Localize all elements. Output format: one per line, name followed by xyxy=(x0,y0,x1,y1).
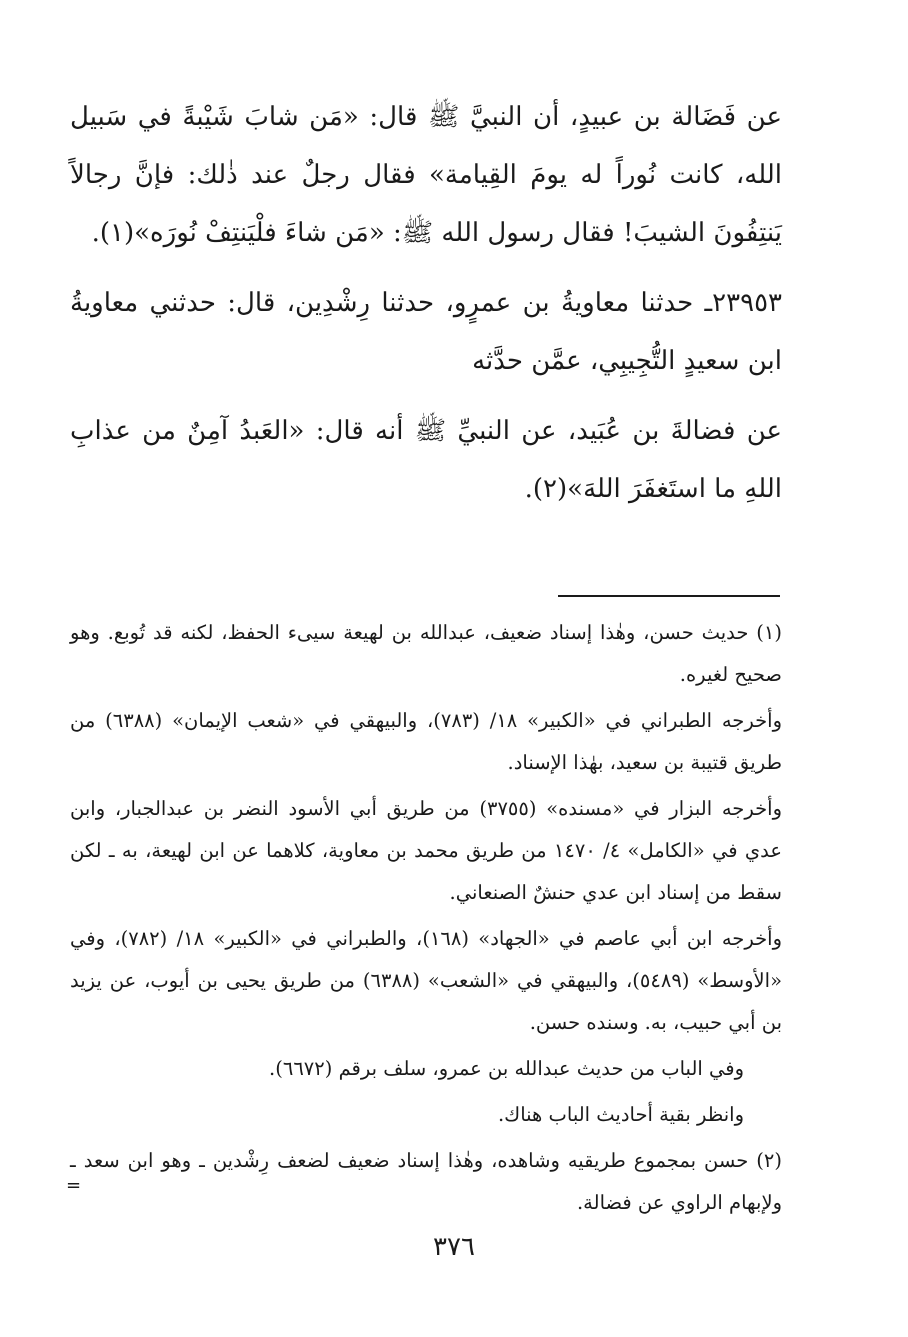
page-number: ٣٧٦ xyxy=(433,1232,475,1262)
hadith-chain-23953: ٢٣٩٥٣ـ حدثنا معاويةُ بن عمرٍو، حدثنا رِشْدِين، قال: حدثني معاويةُ ابن سعيدٍ التُّجِيبِي، عمَّن حدَّثه xyxy=(70,288,782,376)
footnote-1-related: وفي الباب من حديث عبدالله بن عمرو، سلف برقم (٦٦٧٢). xyxy=(269,1057,744,1080)
main-text xyxy=(70,88,782,530)
continuation-mark: = xyxy=(66,1175,82,1196)
hadith-text-2: عن فضالةَ بن عُبَيد، عن النبيِّ ﷺ أنه قال: «العَبدُ آمِنٌ من عذابِ اللهِ ما استَغفَرَ اللهَ»(٢). xyxy=(70,416,782,504)
footnote-2: (٢) حسن بمجموع طريقيه وشاهده، وهٰذا إسناد ضعيف لضعف رِشْدين ـ وهو ابن سعد ـ ولإبهام الراوي عن فضالة. xyxy=(70,1149,782,1214)
footnote-1-see-also: وانظر بقية أحاديث الباب هناك. xyxy=(497,1103,744,1126)
footnote-1-bazzar: وأخرجه البزار في «مسنده» (٣٧٥٥) من طريق أبي الأسود النضر بن عبدالجبار، وابن عدي في «الكامل» ٤/ ١٤٧٠ من طريق محمد بن معاوية، كلاهما عن ابن لهيعة، به ـ لكن سقط من إسناد ابن عدي حنشٌ الصنعاني. xyxy=(70,797,783,904)
footnote-divider xyxy=(558,595,780,597)
footnote-1-ibn-abi-asim: وأخرجه ابن أبي عاصم في «الجهاد» (١٦٨)، والطبراني في «الكبير» ١٨/ (٧٨٢)، وفي «الأوسط» (٥٤٨٩)، والبيهقي في «الشعب» (٦٣٨٨) من طريق يحيى بن أيوب، عن يزيد بن أبي حبيب، به. وسنده حسن. xyxy=(70,927,783,1034)
footnote-1: (١) حديث حسن، وهٰذا إسناد ضعيف، عبدالله بن لهيعة سيىء الحفظ، لكنه قد تُوبع. وهو صحيح لغيره. xyxy=(70,621,782,686)
hadith-text-1: عن فَضَالة بن عبيدٍ، أن النبيَّ ﷺ قال: «مَن شابَ شَيْبةً في سَبيل الله، كانت نُوراً له يومَ القِيامة» فقال رجلٌ عند ذٰلك: فإنَّ رجالاً يَنتِفُونَ الشيبَ! فقال رسول الله ﷺ: «مَن شاءَ فلْيَنتِفْ نُورَه»(١). xyxy=(70,102,783,248)
footnote-1-tabarani: وأخرجه الطبراني في «الكبير» ١٨/ (٧٨٣)، والبيهقي في «شعب الإيمان» (٦٣٨٨) من طريق قتيبة بن سعيد، بهٰذا الإسناد. xyxy=(70,709,782,774)
footnotes xyxy=(70,612,782,1228)
